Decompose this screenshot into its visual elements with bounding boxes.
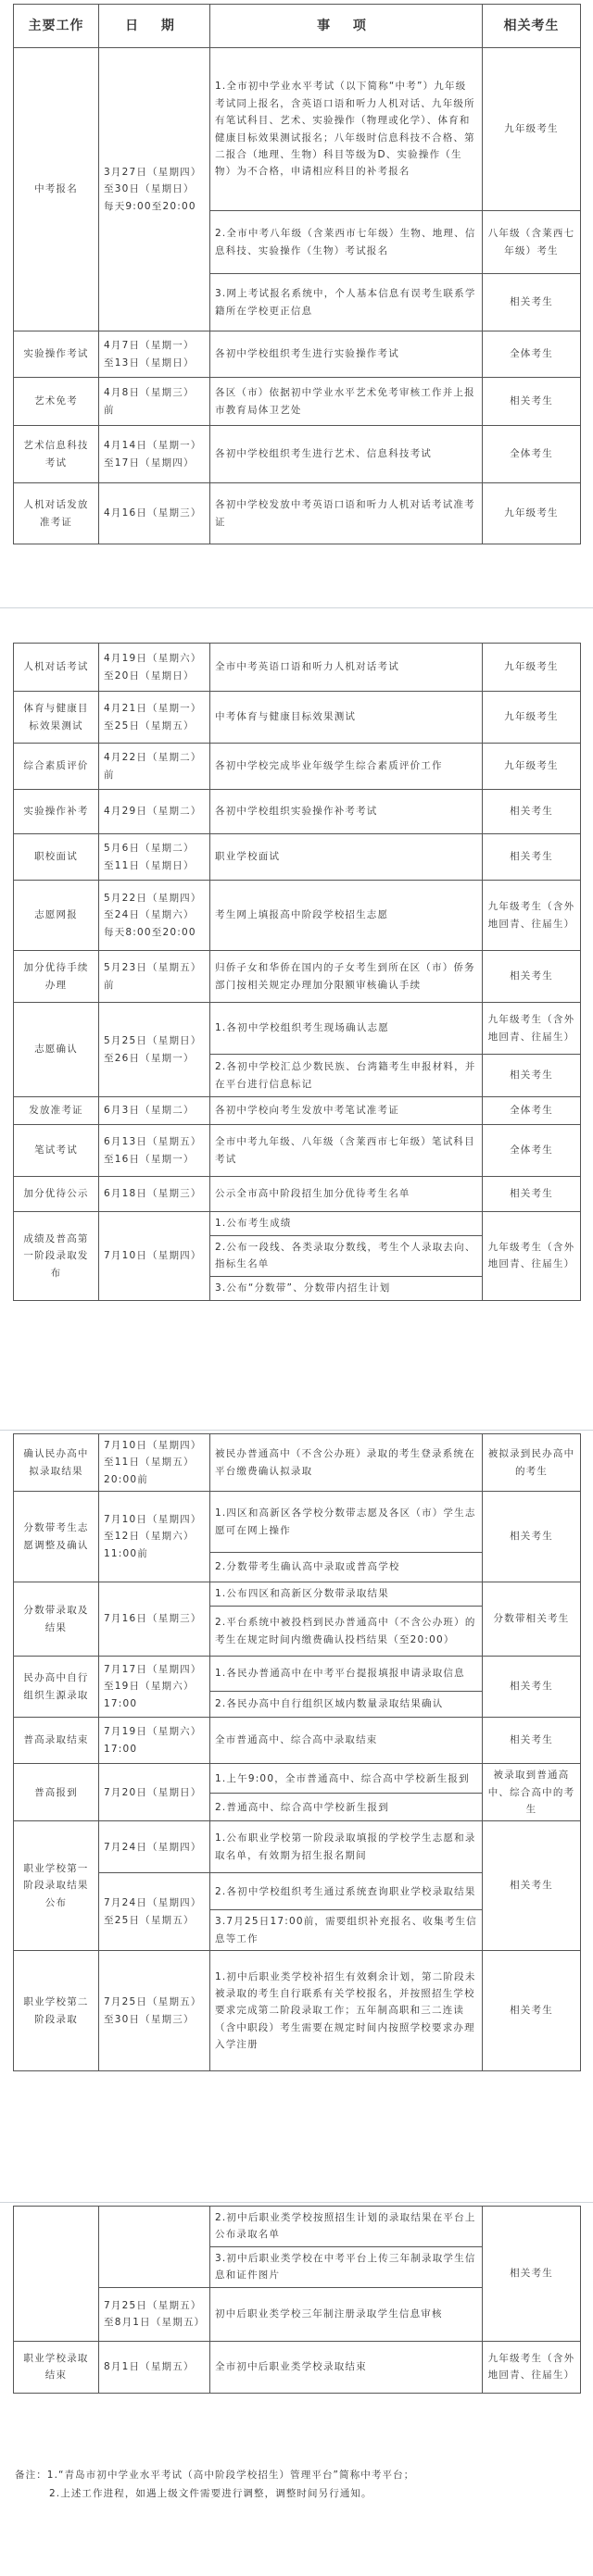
- row-date: 6月13日（星期五）至16日（星期一）: [99, 1125, 210, 1177]
- row-date: 7月16日（星期三）: [99, 1582, 210, 1657]
- row-work: 人机对话发放准考证: [14, 483, 99, 544]
- row-item: 1.上午9:00，全市普通高中、综合高中学校新生报到: [210, 1764, 483, 1794]
- row-candidates: 相关考生: [483, 951, 581, 1003]
- row-item: 各区（市）依据初中学业水平艺术免考审核工作并上报市教育局体卫艺处: [210, 378, 483, 426]
- row-candidates: 相关考生: [483, 1177, 581, 1212]
- schedule-table: [13, 643, 581, 1301]
- row-work: 志愿确认: [14, 1003, 99, 1097]
- table-row: [14, 2341, 581, 2393]
- header-item: 事 项: [210, 5, 483, 48]
- row-candidates: 相关考生: [483, 790, 581, 834]
- table-row: [14, 881, 581, 951]
- row-item: 全市中考英语口语和听力人机对话考试: [210, 644, 483, 692]
- row-date: 7月24日（星期四）至25日（星期五）: [99, 1873, 210, 1951]
- row-work: 成绩及普高第一阶段录取发布: [14, 1212, 99, 1301]
- row-date: 5月22日（星期四）至24日（星期六）每天8:00至20:00: [99, 881, 210, 951]
- row-candidates: 九年级考生（含外地回青、往届生）: [483, 2341, 581, 2393]
- row-work: 加分优待公示: [14, 1177, 99, 1212]
- table-row: [14, 1951, 581, 2071]
- row-candidates: 相关考生: [483, 2207, 581, 2342]
- row-item: 初中后职业类学校三年制注册录取学生信息审核: [210, 2287, 483, 2341]
- row-item: 1.各民办普通高中在中考平台提报填报申请录取信息: [210, 1657, 483, 1692]
- row-item: 3.网上考试报名系统中，个人基本信息有误考生联系学籍所在学校更正信息: [210, 274, 483, 331]
- row-item: 2.公布一段线、各类录取分数线，考生个人录取去向、指标生名单: [210, 1236, 483, 1277]
- table-row: [14, 1764, 581, 1794]
- row-work: 加分优待手续办理: [14, 951, 99, 1003]
- row-item: 1.公布四区和高新区分数带录取结果: [210, 1582, 483, 1607]
- row-item: 全市中考九年级、八年级（含莱西市七年级）笔试科目考试: [210, 1125, 483, 1177]
- schedule-table: [13, 1433, 581, 2071]
- row-date-continued: [99, 2207, 210, 2288]
- row-item: 被民办普通高中（不含公办班）录取的考生登录系统在平台缴费确认拟录取: [210, 1434, 483, 1492]
- row-candidates: 九年级考生（含外地回青、往届生）: [483, 1212, 581, 1301]
- row-item: 各初中学校发放中考英语口语和听力人机对话考试准考证: [210, 483, 483, 544]
- row-date: 7月24日（星期四）: [99, 1821, 210, 1873]
- row-candidates: 相关考生: [483, 834, 581, 881]
- table-row: [14, 483, 581, 544]
- row-candidates: 相关考生: [483, 378, 581, 426]
- row-candidates: 九年级考生（含外地回青、往届生）: [483, 881, 581, 951]
- row-work: 实验操作考试: [14, 331, 99, 378]
- row-candidates: 九年级考生: [483, 744, 581, 790]
- table-row: [14, 378, 581, 426]
- row-date: 7月10日（星期四）至12日（星期六）11:00前: [99, 1492, 210, 1582]
- row-work: 笔试考试: [14, 1125, 99, 1177]
- row-item: 全市普通高中、综合高中录取结束: [210, 1718, 483, 1764]
- row-date: 4月21日（星期一）至25日（星期五）: [99, 692, 210, 744]
- row-item: 公示全市高中阶段招生加分优待考生名单: [210, 1177, 483, 1212]
- row-date: 4月16日（星期三）: [99, 483, 210, 544]
- row-item: 中考体育与健康目标效果测试: [210, 692, 483, 744]
- row-work: 职校面试: [14, 834, 99, 881]
- row-item: 3.初中后职业类学校在中考平台上传三年制录取学生信息和证件图片: [210, 2246, 483, 2287]
- row-work: 体育与健康目标效果测试: [14, 692, 99, 744]
- row-date: 4月29日（星期二）: [99, 790, 210, 834]
- row-item: 2.平台系统中被投档到民办普通高中（不含公办班）的考生在规定时间内缴费确认投档结果（至20:00）: [210, 1607, 483, 1657]
- row-item: 2.全市中考八年级（含莱西市七年级）生物、地理、信息科技、实验操作（生物）考试报名: [210, 211, 483, 274]
- row-work: 职业学校第一阶段录取结果公布: [14, 1821, 99, 1951]
- page-separator: [0, 2202, 593, 2203]
- row-item: 3.公布“分数带”、分数带内招生计划: [210, 1276, 483, 1300]
- row-work: 综合素质评价: [14, 744, 99, 790]
- table-row: [14, 48, 581, 211]
- notes: [15, 2467, 580, 2504]
- row-candidates: 相关考生: [483, 1492, 581, 1582]
- table-row: [14, 692, 581, 744]
- header-work: 主要工作: [14, 5, 99, 48]
- row-candidates: 被录取到普通高中、综合高中的考生: [483, 1764, 581, 1821]
- table-row: [14, 951, 581, 1003]
- row-candidates: 被拟录到民办高中的考生: [483, 1434, 581, 1492]
- table-row: [14, 1177, 581, 1212]
- row-date: 5月25日（星期日）至26日（星期一）: [99, 1003, 210, 1097]
- row-item: 2.普通高中、综合高中学校新生报到: [210, 1794, 483, 1821]
- row-candidates: 八年级（含莱西七年级）考生: [483, 211, 581, 274]
- row-work: 普高录取结束: [14, 1718, 99, 1764]
- row-item: 各初中学校完成毕业年级学生综合素质评价工作: [210, 744, 483, 790]
- row-item: 考生网上填报高中阶段学校招生志愿: [210, 881, 483, 951]
- schedule-table: [13, 4, 581, 544]
- page-separator: [0, 1430, 593, 1431]
- table-row: [14, 790, 581, 834]
- table-row: [14, 1434, 581, 1492]
- row-date: 8月1日（星期五）: [99, 2341, 210, 2393]
- table-row: [14, 644, 581, 692]
- table-row: [14, 2207, 581, 2247]
- table-row: [14, 1718, 581, 1764]
- row-date: 4月19日（星期六）至20日（星期日）: [99, 644, 210, 692]
- row-candidates: 九年级考生（含外地回青、往届生）: [483, 1003, 581, 1055]
- row-date: 7月10日（星期四）至11日（星期五）20:00前: [99, 1434, 210, 1492]
- row-item: 1.全市初中学业水平考试（以下简称“中考”）九年级考试同上报名，含英语口语和听力人机对话、九年级所有笔试科目、艺术、实验操作（物理或化学）、体育和健康目标效果测试报名；八年级时信息科技不合格、第二报合（地理、生物）科目等级为D、实验操作（生物）为不合格，申请相应科目的补考报名: [210, 48, 483, 211]
- row-item: 1.初中后职业类学校补招生有效剩余计划，第二阶段未被录取的考生自行联系有关学校报名，并按照招生学校要求完成第二阶段录取工作；五年制高职和三二连读（含中职段）考生需要在规定时间内按照学校要求办理入学注册: [210, 1951, 483, 2071]
- row-item: 各初中学校向考生发放中考笔试准考证: [210, 1097, 483, 1125]
- row-candidates: 九年级考生: [483, 48, 581, 211]
- table-row: [14, 1003, 581, 1055]
- note-line-1: 备注：1.“青岛市初中学业水平考试（高中阶段学校招生）管理平台”简称中考平台；: [15, 2470, 415, 2481]
- row-date: 5月23日（星期五）前: [99, 951, 210, 1003]
- row-candidates: 相关考生: [483, 1718, 581, 1764]
- row-candidates: 九年级考生: [483, 483, 581, 544]
- row-item: 职业学校面试: [210, 834, 483, 881]
- row-item: 2.初中后职业类学校按照招生计划的录取结果在平台上公布录取名单: [210, 2207, 483, 2247]
- table-row: [14, 1657, 581, 1692]
- note-line-2: 2.上述工作进程，如遇上级文件需要进行调整，调整时间另行通知。: [49, 2487, 372, 2499]
- row-date: 7月17日（星期四）至19日（星期六）17:00: [99, 1657, 210, 1718]
- row-candidates: 全体考生: [483, 331, 581, 378]
- row-candidates: 九年级考生: [483, 644, 581, 692]
- row-work: 艺术免考: [14, 378, 99, 426]
- table-row: [14, 744, 581, 790]
- schedule-page-1: [13, 4, 580, 585]
- schedule-page-2: [13, 643, 580, 1426]
- row-candidates: 全体考生: [483, 1097, 581, 1125]
- row-date: 7月20日（星期日）: [99, 1764, 210, 1821]
- row-date: 7月19日（星期六）17:00: [99, 1718, 210, 1764]
- schedule-page-3: [13, 1433, 580, 2202]
- row-work: 志愿网报: [14, 881, 99, 951]
- table-row: [14, 1212, 581, 1236]
- row-item: 2.分数带考生确认高中录取或普高学校: [210, 1553, 483, 1582]
- row-date: 7月25日（星期五）至30日（星期三）: [99, 1951, 210, 2071]
- row-date: 6月3日（星期二）: [99, 1097, 210, 1125]
- row-work: 分数带录取及结果: [14, 1582, 99, 1657]
- row-candidates: 九年级考生: [483, 692, 581, 744]
- row-item: 2.各民办高中自行组织区域内数量录取结果确认: [210, 1692, 483, 1718]
- row-date: 7月10日（星期四）: [99, 1212, 210, 1301]
- row-item: 1.四区和高新区各学校分数带志愿及各区（市）学生志愿可在网上操作: [210, 1492, 483, 1553]
- row-work: 职业学校第二阶段录取: [14, 1951, 99, 2071]
- row-item: 2.各初中学校汇总少数民族、台湾籍考生申报材料，并在平台进行信息标记: [210, 1055, 483, 1097]
- row-date: 4月14日（星期一）至17日（星期四）: [99, 426, 210, 483]
- row-date: 6月18日（星期三）: [99, 1177, 210, 1212]
- table-row: [14, 834, 581, 881]
- row-date: 3月27日（星期四）至30日（星期日）每天9:00至20:00: [99, 48, 210, 331]
- table-row: [14, 1821, 581, 1873]
- row-candidates: 相关考生: [483, 1821, 581, 1951]
- table-header-row: [14, 5, 581, 48]
- row-date: 7月25日（星期五）至8月1日（星期五）: [99, 2287, 210, 2341]
- row-work: 艺术信息科技考试: [14, 426, 99, 483]
- table-row: [14, 1125, 581, 1177]
- table-row: [14, 426, 581, 483]
- row-item: 1.公布考生成绩: [210, 1212, 483, 1236]
- row-work-continued: [14, 2207, 99, 2342]
- row-date: 4月8日（星期三）前: [99, 378, 210, 426]
- row-candidates: 相关考生: [483, 1055, 581, 1097]
- row-work: 分数带考生志愿调整及确认: [14, 1492, 99, 1582]
- row-item: 归侨子女和华侨在国内的子女考生到所在区（市）侨务部门按相关规定办理加分限额审核确认手续: [210, 951, 483, 1003]
- row-item: 1.公布职业学校第一阶段录取填报的学校学生志愿和录取名单，有效期为招生报名期间: [210, 1821, 483, 1873]
- row-work: 中考报名: [14, 48, 99, 331]
- row-work: 人机对话考试: [14, 644, 99, 692]
- row-candidates: 相关考生: [483, 274, 581, 331]
- row-work: 确认民办高中拟录取结果: [14, 1434, 99, 1492]
- row-item: 各初中学校组织考生进行艺术、信息科技考试: [210, 426, 483, 483]
- row-candidates: 相关考生: [483, 1951, 581, 2071]
- row-date: 4月7日（星期一）至13日（星期日）: [99, 331, 210, 378]
- row-work: 普高报到: [14, 1764, 99, 1821]
- row-item: 1.各初中学校组织考生现场确认志愿: [210, 1003, 483, 1055]
- row-item: 各初中学校组织考生进行实验操作考试: [210, 331, 483, 378]
- row-work: 发放准考证: [14, 1097, 99, 1125]
- row-date: 5月6日（星期二）至11日（星期日）: [99, 834, 210, 881]
- table-row: [14, 1097, 581, 1125]
- row-work: 民办高中自行组织生源录取: [14, 1657, 99, 1718]
- row-item: 各初中学校组织实验操作补考考试: [210, 790, 483, 834]
- row-candidates: 分数带相关考生: [483, 1582, 581, 1657]
- schedule-page-4: [13, 2206, 580, 2456]
- table-row: [14, 331, 581, 378]
- header-candidates: 相关考生: [483, 5, 581, 48]
- row-candidates: 相关考生: [483, 1657, 581, 1718]
- row-item: 全市初中后职业类学校录取结束: [210, 2341, 483, 2393]
- row-candidates: 全体考生: [483, 426, 581, 483]
- row-date: 4月22日（星期二）前: [99, 744, 210, 790]
- page-separator: [0, 607, 593, 608]
- row-candidates: 全体考生: [483, 1125, 581, 1177]
- table-row: [14, 1492, 581, 1553]
- row-work: 实验操作补考: [14, 790, 99, 834]
- schedule-table: [13, 2206, 581, 2394]
- table-row: [14, 1582, 581, 1607]
- row-item: 2.各初中学校组织考生通过系统查询职业学校录取结果: [210, 1873, 483, 1910]
- row-item: 3.7月25日17:00前，需要组织补充报名、收集考生信息等工作: [210, 1910, 483, 1951]
- row-work: 职业学校录取结束: [14, 2341, 99, 2393]
- header-date: 日 期: [99, 5, 210, 48]
